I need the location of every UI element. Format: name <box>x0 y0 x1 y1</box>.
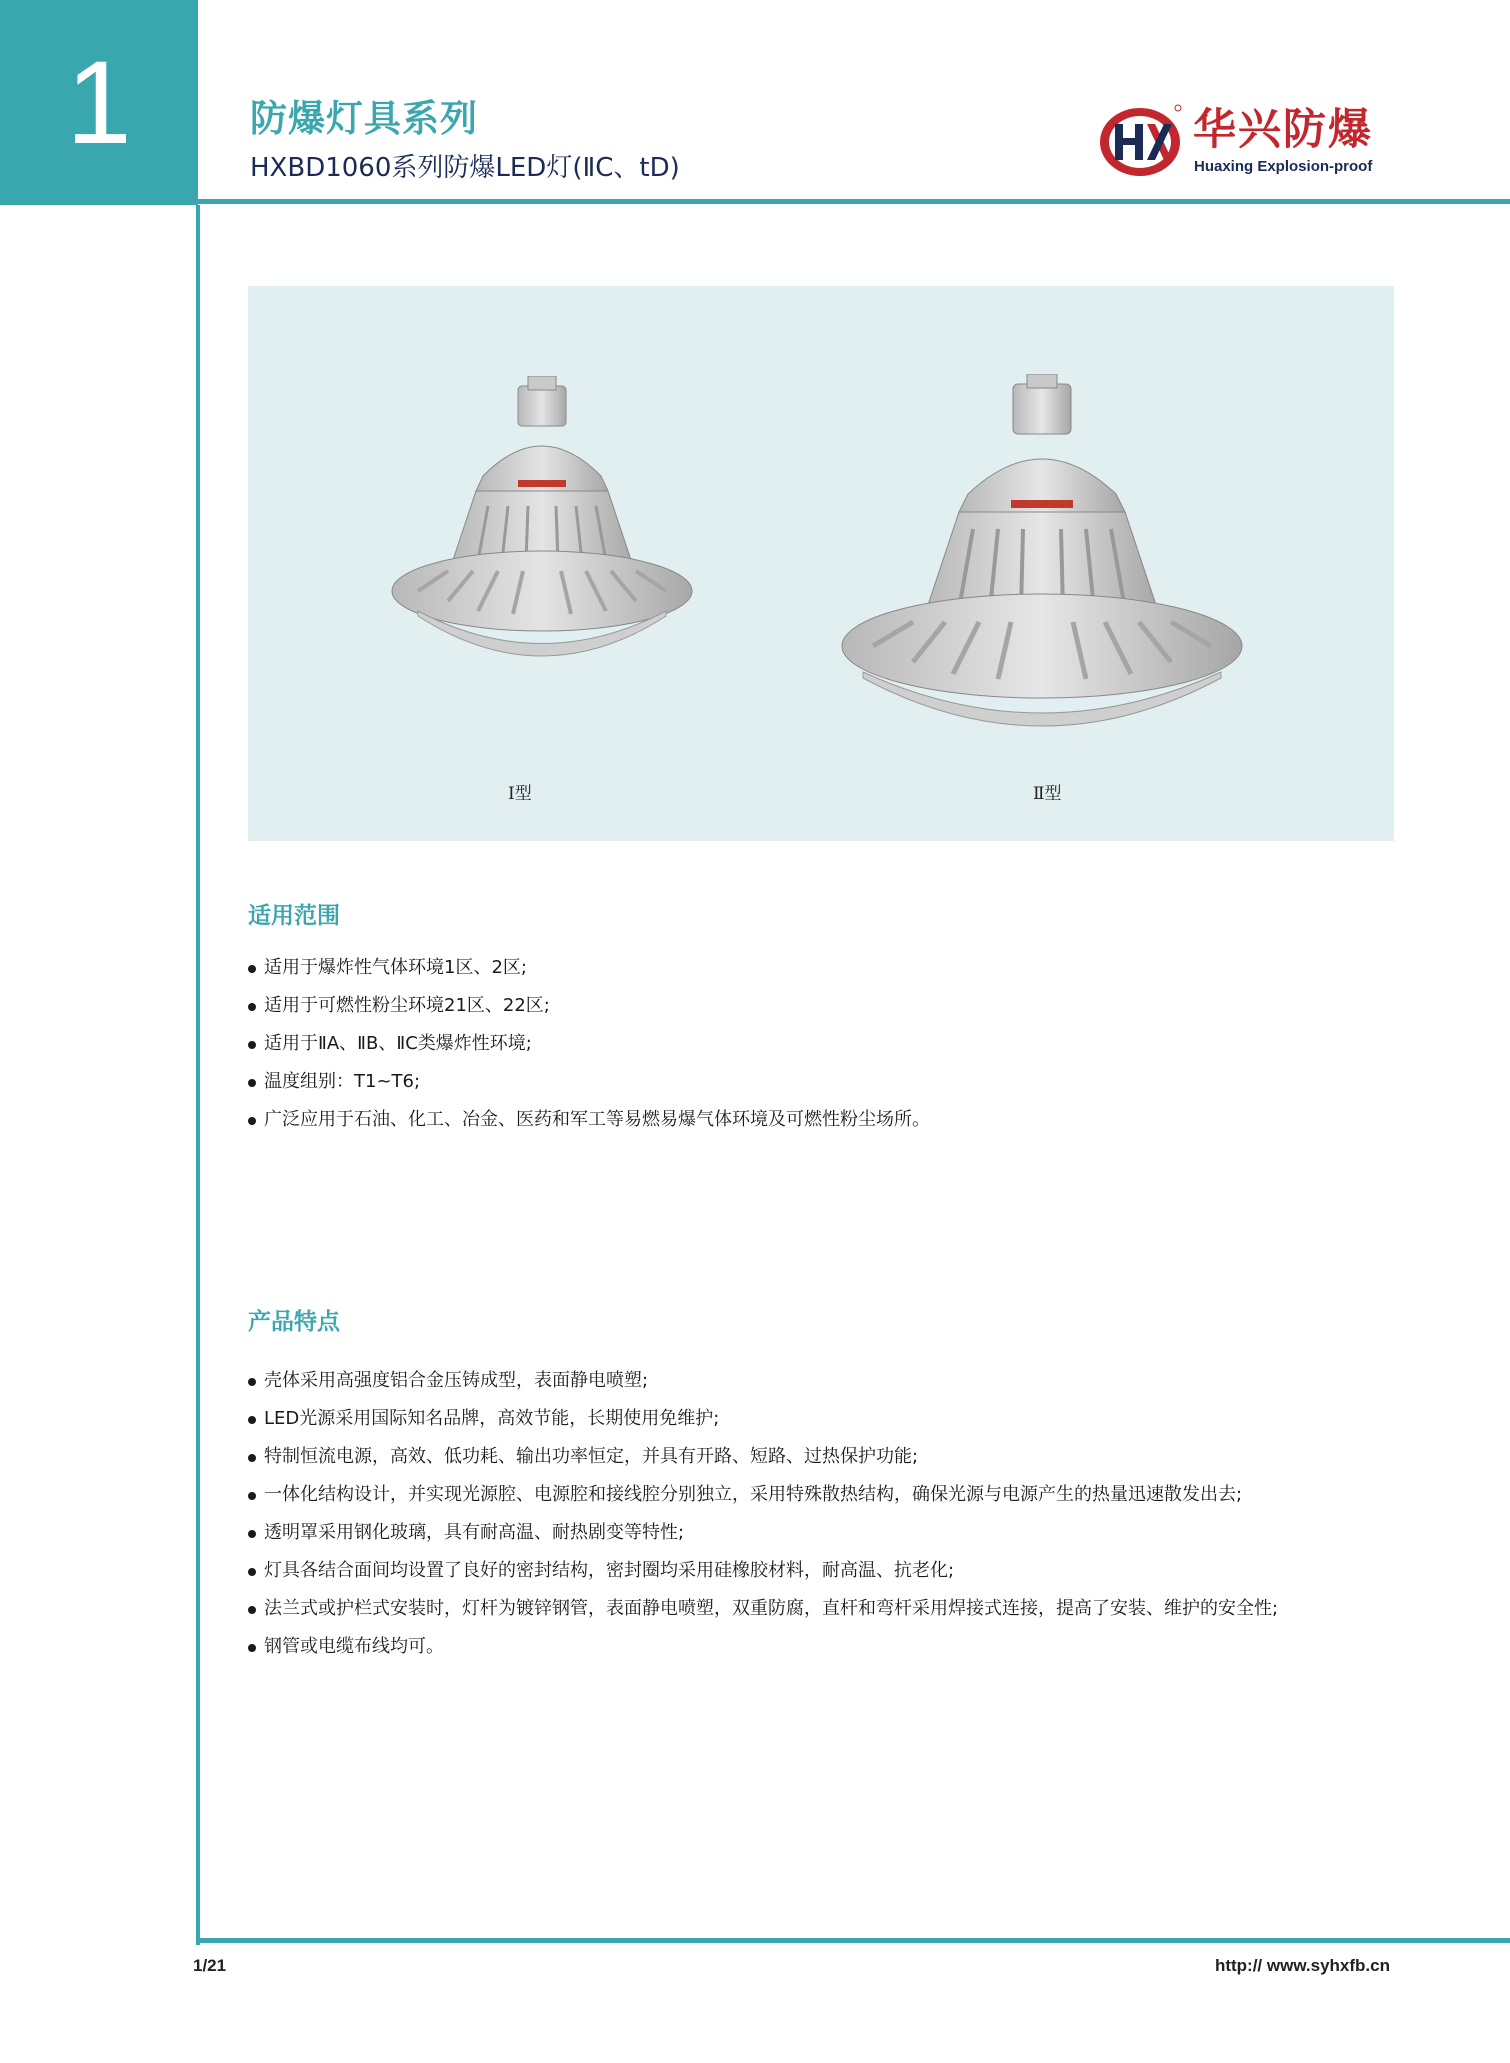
lamp-type-2-image <box>833 374 1253 794</box>
bullet-icon <box>248 1530 256 1538</box>
bullet-icon <box>248 1378 256 1386</box>
applications-heading: 适用范围 <box>248 903 340 929</box>
bullet-icon <box>248 1003 256 1011</box>
list-item: 温度组别：T1~T6; <box>248 1063 930 1101</box>
lamp-type-1-image <box>378 376 708 706</box>
header-divider <box>198 199 1510 204</box>
list-item: LED光源采用国际知名品牌，高效节能，长期使用免维护; <box>248 1400 1278 1438</box>
list-item: 灯具各结合面间均设置了良好的密封结构，密封圈均采用硅橡胶材料，耐高温、抗老化; <box>248 1552 1278 1590</box>
lamp-type-2-label: Ⅱ型 <box>1033 784 1062 804</box>
list-item: 一体化结构设计，并实现光源腔、电源腔和接线腔分别独立，采用特殊散热结构，确保光源与电源产生的热量迅速散发出去; <box>248 1476 1278 1514</box>
product-image-panel <box>248 286 1394 841</box>
list-item: 特制恒流电源，高效、低功耗、输出功率恒定，并具有开路、短路、过热保护功能; <box>248 1438 1278 1476</box>
list-item: 适用于ⅡA、ⅡB、ⅡC类爆炸性环境; <box>248 1025 930 1063</box>
list-item: 钢管或电缆布线均可。 <box>248 1628 1278 1666</box>
bullet-icon <box>248 1606 256 1614</box>
bullet-icon <box>248 1117 256 1125</box>
list-item: 壳体采用高强度铝合金压铸成型，表面静电喷塑; <box>248 1362 1278 1400</box>
list-item: 适用于爆炸性气体环境1区、2区; <box>248 949 930 987</box>
bullet-icon <box>248 1568 256 1576</box>
list-item: 广泛应用于石油、化工、冶金、医药和军工等易燃易爆气体环境及可燃性粉尘场所。 <box>248 1101 930 1139</box>
list-item: 透明罩采用钢化玻璃，具有耐高温、耐热剧变等特性; <box>248 1514 1278 1552</box>
list-item: 法兰式或护栏式安装时，灯杆为镀锌钢管，表面静电喷塑，双重防腐，直杆和弯杆采用焊接式连接，提高了安装、维护的安全性; <box>248 1590 1278 1628</box>
bullet-icon <box>248 1644 256 1652</box>
company-logo <box>1098 102 1398 188</box>
features-heading: 产品特点 <box>248 1309 340 1335</box>
page-number: 1/21 <box>193 1956 227 1975</box>
features-list <box>248 1362 1278 1666</box>
applications-list <box>248 949 930 1139</box>
logo-subtitle: Huaxing Explosion-proof <box>1194 158 1373 175</box>
list-item: 适用于可燃性粉尘环境21区、22区; <box>248 987 930 1025</box>
bullet-icon <box>248 1454 256 1462</box>
left-rail <box>196 205 200 1945</box>
bullet-icon <box>248 1492 256 1500</box>
bullet-icon <box>248 1079 256 1087</box>
bullet-icon <box>248 1041 256 1049</box>
series-title: 防爆灯具系列 <box>250 97 478 140</box>
product-title: HXBD1060系列防爆LED灯(ⅡC、tD) <box>250 153 680 183</box>
logo-name: 华兴防爆 <box>1193 105 1373 155</box>
footer-divider <box>196 1938 1510 1943</box>
hx-logo-icon <box>1098 102 1182 182</box>
bullet-icon <box>248 965 256 973</box>
bullet-icon <box>248 1416 256 1424</box>
website-link[interactable]: http:// www.syhxfb.cn <box>1214 1956 1390 1975</box>
lamp-type-1-label: Ⅰ型 <box>508 784 532 804</box>
chapter-number: 1 <box>66 36 132 169</box>
